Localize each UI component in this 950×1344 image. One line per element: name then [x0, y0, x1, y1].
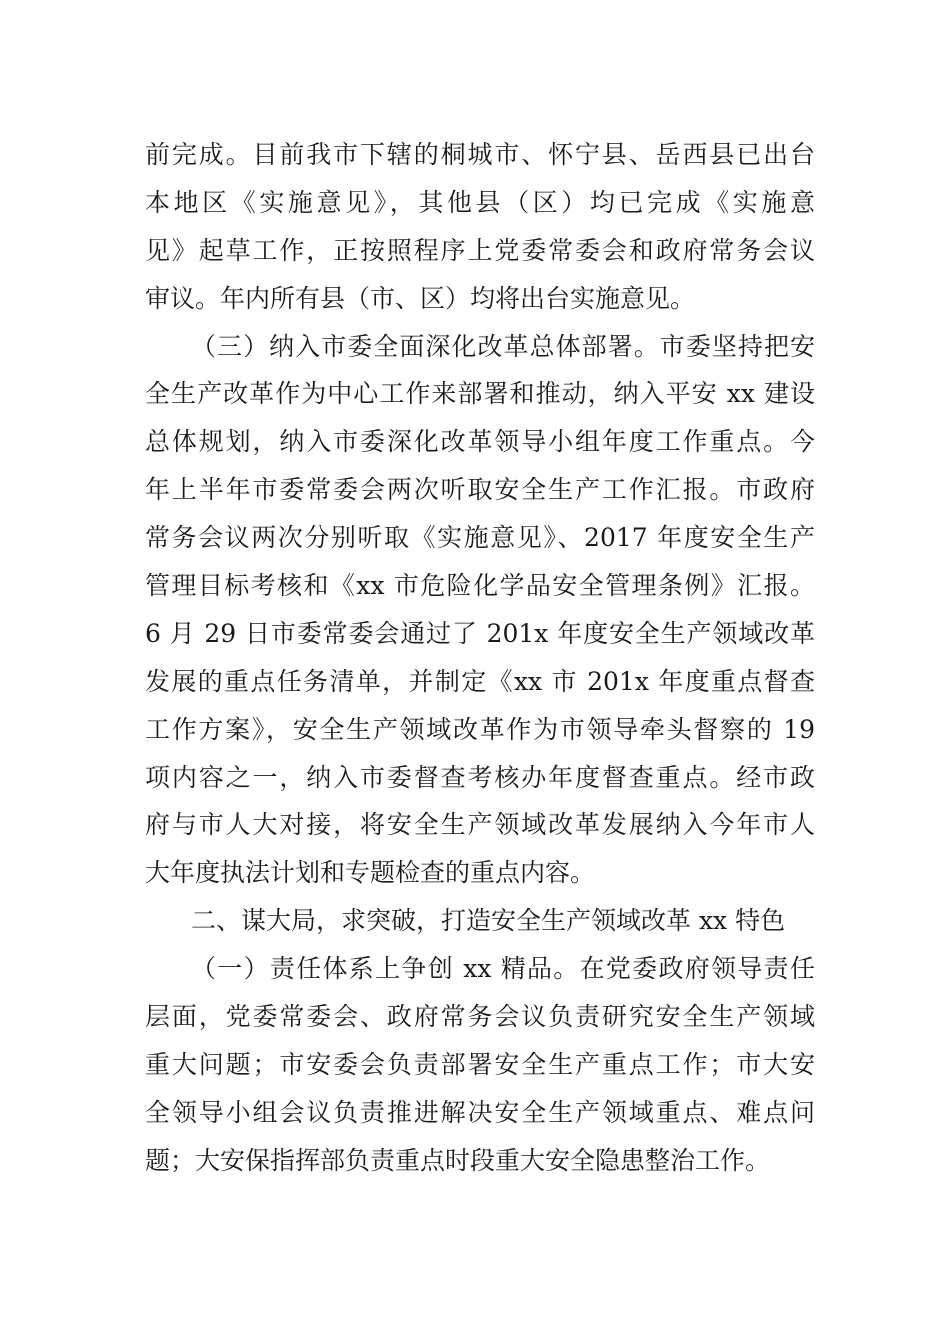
text-line: 重大问题；市安委会负责部署安全生产重点工作；市大安 — [145, 1049, 815, 1079]
text-line: 大年度执法计划和专题检查的重点内容。 — [145, 858, 596, 888]
text-line: 总体规划，纳入市委深化改革领导小组年度工作重点。今 — [145, 427, 815, 457]
text-line: 题；大安保指挥部负责重点时段重大安全隐患整治工作。 — [145, 1145, 771, 1175]
text-line: 6 月 29 日市委常委会通过了 201x 年度安全生产领域改革 — [145, 618, 815, 648]
text-line: 府与市人大对接，将安全生产领域改革发展纳入今年市人 — [145, 810, 815, 840]
text-line: 发展的重点任务清单，并制定《xx 市 201x 年度重点督查 — [145, 666, 815, 696]
text-line: 项内容之一，纳入市委督查考核办年度督查重点。经市政 — [145, 762, 815, 792]
text-line: 审议。年内所有县（市、区）均将出台实施意见。 — [145, 283, 696, 313]
body-text — [145, 131, 815, 1185]
text-line: 常务会议两次分别听取《实施意见》、2017 年度安全生产 — [145, 523, 815, 553]
text-line: 全生产改革作为中心工作来部署和推动，纳入平安 xx 建设 — [145, 379, 815, 409]
text-line: 管理目标考核和《xx 市危险化学品安全管理条例》汇报。 — [145, 571, 815, 601]
text-line: 年上半年市委常委会两次听取安全生产工作汇报。市政府 — [145, 475, 815, 505]
text-line: 层面，党委常委会、政府常务会议负责研究安全生产领域 — [145, 1002, 815, 1032]
text-line: 前完成。目前我市下辖的桐城市、怀宁县、岳西县已出台 — [145, 140, 815, 169]
section-heading-3: （三）纳入市委全面深化改革总体部署。市委坚持把安 — [191, 331, 815, 361]
text-line: 工作方案》，安全生产领域改革作为市领导牵头督察的 19 — [145, 714, 815, 744]
text-line: 见》起草工作，正按照程序上党委常委会和政府常务会议 — [145, 235, 815, 265]
section-heading-2: 二、谋大局，求突破，打造安全生产领域改革 xx 特色 — [191, 906, 786, 936]
text-line: 本地区《实施意见》，其他县（区）均已完成《实施意 — [145, 187, 815, 217]
text-line: 全领导小组会议负责推进解决安全生产领域重点、难点问 — [145, 1097, 815, 1127]
section-heading-1: （一）责任体系上争创 xx 精品。在党委政府领导责任 — [191, 954, 815, 984]
